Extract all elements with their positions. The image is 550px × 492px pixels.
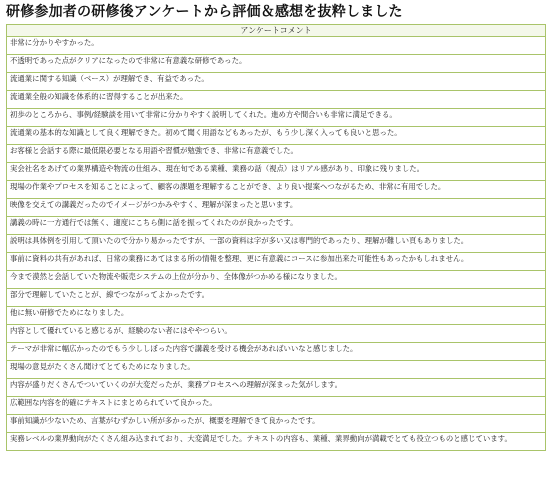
comment-cell: 今まで漠然と会話していた物流や販売システムの上位が分かり、全体像がつかめる様になりました。 [7, 271, 546, 289]
comment-cell: 現場の作業やプロセスを知ることによって、顧客の課題を理解することができ、より良い提案へつながるため、非常に有用でした。 [7, 181, 546, 199]
comment-cell: 事前に資料の共有があれば、日常の業務にあてはまる所の情報を整理、更に有意義にコースに参加出来た可能性もあったかもしれません。 [7, 253, 546, 271]
column-header-comment: アンケートコメント [7, 25, 546, 37]
comment-cell: 講義の時に一方通行では無く、適度にこちら側に話を振ってくれたのが良かったです。 [7, 217, 546, 235]
comment-cell: 流通業全般の知識を体系的に習得することが出来た。 [7, 91, 546, 109]
comment-cell: 流通業に関する知識（ベース）が理解でき、有益であった。 [7, 73, 546, 91]
comment-cell: 内容が盛りだくさんでついていくのが大変だったが、業務プロセスへの理解が深まった気がします。 [7, 379, 546, 397]
comment-cell: 不透明であった点がクリアになったので非常に有意義な研修であった。 [7, 55, 546, 73]
table-row [7, 199, 546, 217]
table-row [7, 325, 546, 343]
comment-cell: 事前知識が少ないため、言葉がむずかしい所が多かったが、概要を理解できて良かったです。 [7, 415, 546, 433]
comment-cell: 非常に分かりやすかった。 [7, 37, 546, 55]
table-row [7, 217, 546, 235]
table-row [7, 235, 546, 253]
page-title: 研修参加者の研修後アンケートから評価＆感想を抜粋しました [6, 4, 403, 20]
table-row [7, 91, 546, 109]
table-row [7, 73, 546, 91]
comment-cell: 初歩のところから、事例/経験談を用いて非常に分かりやすく説明してくれた。進め方や間合いも非常に満足できる。 [7, 109, 546, 127]
survey-comments-table [6, 24, 546, 451]
comment-cell: 他に無い研修でためになりました。 [7, 307, 546, 325]
comment-cell: 流通業の基本的な知識として良く理解できた。初めて聞く用語などもあったが、もう少し深く入っても良いと思った。 [7, 127, 546, 145]
table-header-row [7, 25, 546, 37]
table-row [7, 343, 546, 361]
table-row [7, 397, 546, 415]
table-row [7, 37, 546, 55]
comment-cell: お客様と会話する際に最低限必要となる用語や習慣が勉強でき、非常に有意義でした。 [7, 145, 546, 163]
table-row [7, 55, 546, 73]
comment-cell: 映像を交えての講義だったのでイメージがつかみやすく、理解が深まったと思います。 [7, 199, 546, 217]
table-row [7, 145, 546, 163]
comment-cell: 実会社名をあげての業界構造や物流の仕組み、現在旬である業種、業務の話（視点）はリアル感があり、印象に残りました。 [7, 163, 546, 181]
table-row [7, 433, 546, 451]
table-row [7, 379, 546, 397]
comment-cell: 実務レベルの業界動向がたくさん組み込まれており、大変満足でした。テキストの内容も、業種、業界動向が満載でとても役立つものと感じています。 [7, 433, 546, 451]
comment-cell: 内容として優れていると感じるが、経験のない者にはややつらい。 [7, 325, 546, 343]
comment-cell: テーマが非常に幅広かったのでもう少ししぼった内容で講義を受ける機会があればいいなと感じました。 [7, 343, 546, 361]
table-row [7, 253, 546, 271]
table-row [7, 415, 546, 433]
comment-cell: 広範囲な内容を的確にテキストにまとめられていて良かった。 [7, 397, 546, 415]
table-row [7, 307, 546, 325]
table-row [7, 163, 546, 181]
comment-cell: 現場の意見がたくさん聞けてとてもためになりました。 [7, 361, 546, 379]
table-row [7, 289, 546, 307]
comment-cell: 説明は具体例を引用して頂いたので分かり易かったですが、一部の資料は字が多い又は専門的であったり、理解が難しい頁もありました。 [7, 235, 546, 253]
table-row [7, 271, 546, 289]
table-row [7, 361, 546, 379]
table-row [7, 127, 546, 145]
table-row [7, 181, 546, 199]
comment-cell: 部分で理解していたことが、線でつながってよかったです。 [7, 289, 546, 307]
table-row [7, 109, 546, 127]
